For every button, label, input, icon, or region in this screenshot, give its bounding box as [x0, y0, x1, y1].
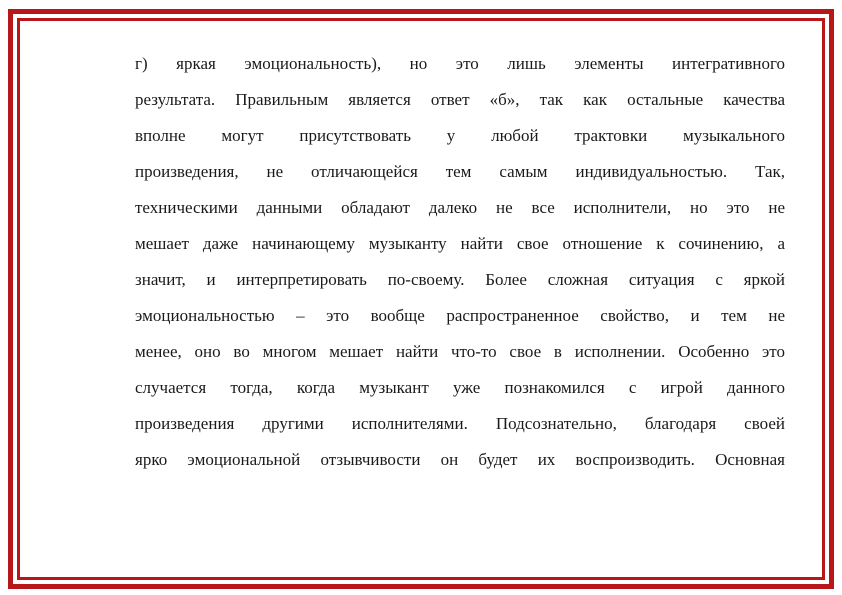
text-line: значит, и интерпретировать по-своему. Более сложная ситуация с яркой — [135, 270, 785, 289]
text-line: техническими данными обладают далеко не все исполнители, но это не — [135, 198, 785, 217]
text-line: результата. Правильным является ответ «б», так как остальные качества — [135, 90, 785, 109]
text-line: мешает даже начинающему музыканту найти свое отношение к сочинению, а — [135, 234, 785, 253]
text-line: г) яркая эмоциональность), но это лишь элементы интегративного — [135, 54, 785, 73]
body-text — [135, 46, 785, 478]
text-line: менее, оно во многом мешает найти что-то свое в исполнении. Особенно это — [135, 342, 785, 361]
text-line: произведения другими исполнителями. Подсознательно, благодаря своей — [135, 414, 785, 433]
text-line: произведения, не отличающейся тем самым индивидуальностью. Так, — [135, 162, 785, 181]
text-line: эмоциональностью – это вообще распространенное свойство, и тем не — [135, 306, 785, 325]
text-line: ярко эмоциональной отзывчивости он будет их воспроизводить. Основная — [135, 450, 785, 469]
text-line: вполне могут присутствовать у любой трактовки музыкального — [135, 126, 785, 145]
text-line: случается тогда, когда музыкант уже познакомился с игрой данного — [135, 378, 785, 397]
